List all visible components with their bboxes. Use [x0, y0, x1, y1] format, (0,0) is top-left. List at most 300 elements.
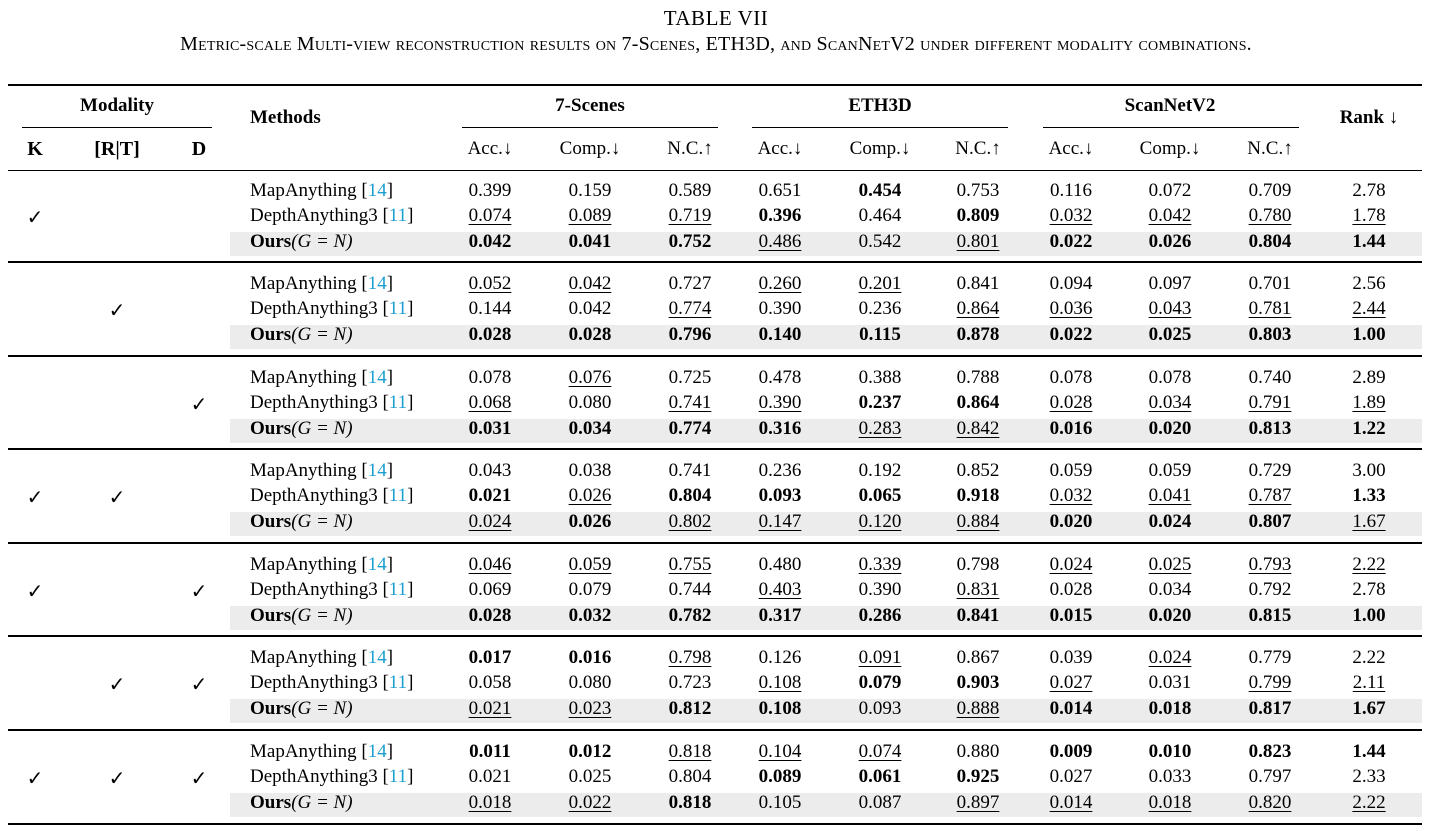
metric-cell: 0.820	[1248, 791, 1292, 813]
metric-cell: 0.068	[468, 392, 512, 414]
metric-cell: 0.390	[758, 392, 802, 414]
rank-cell: 1.67	[1352, 510, 1386, 532]
metric-cell: 0.009	[1049, 741, 1093, 762]
method-label: MapAnything	[250, 180, 357, 201]
rank-cell: 2.11	[1352, 672, 1386, 694]
citation-link[interactable]: 11	[388, 766, 408, 788]
modality-check-icon: ✓	[26, 766, 44, 791]
metric-cell: 0.028	[1049, 579, 1093, 601]
metric-cell: 0.798	[956, 554, 1000, 575]
metric-cell: 0.317	[758, 604, 802, 626]
metric-cell: 0.818	[668, 741, 712, 762]
citation-link[interactable]: 14	[367, 273, 387, 294]
metric-cell: 0.399	[468, 180, 512, 201]
header-metric: N.C.↑	[667, 138, 713, 159]
modality-check-icon: ✓	[26, 485, 44, 510]
metric-cell: 0.388	[858, 367, 902, 388]
metric-cell: 0.097	[1148, 273, 1192, 294]
metric-cell: 0.755	[668, 554, 712, 575]
method-label: MapAnything	[250, 741, 357, 762]
metric-cell: 0.903	[956, 672, 1000, 694]
metric-cell: 0.069	[468, 579, 512, 601]
metric-cell: 0.072	[1148, 180, 1192, 201]
method-label: MapAnything	[250, 460, 357, 481]
header-metric: N.C.↑	[1247, 138, 1293, 159]
method-name: MapAnything [14]	[250, 367, 394, 388]
rank-cell: 2.22	[1352, 554, 1386, 575]
rank-cell: 2.33	[1352, 766, 1386, 788]
modality-check-icon: ✓	[108, 485, 126, 510]
metric-cell: 0.201	[858, 273, 902, 294]
highlight-row-background	[230, 419, 1422, 443]
dataset-underline-eth3d	[752, 127, 1008, 128]
metric-cell: 0.237	[858, 392, 902, 414]
header-methods: Methods	[250, 107, 321, 128]
method-name	[250, 605, 353, 627]
citation-link[interactable]: 14	[367, 647, 387, 668]
metric-cell: 0.046	[468, 554, 512, 575]
metric-cell: 0.390	[858, 579, 902, 601]
metric-cell: 0.028	[468, 604, 512, 626]
metric-cell: 0.020	[1148, 417, 1192, 439]
metric-cell: 0.339	[858, 554, 902, 575]
rank-cell: 2.22	[1352, 647, 1386, 668]
rank-cell: 2.89	[1352, 367, 1386, 388]
metric-cell: 0.108	[758, 672, 802, 694]
metric-cell: 0.801	[956, 230, 1000, 252]
method-name: MapAnything [14]	[250, 741, 394, 762]
metric-cell: 0.651	[758, 180, 802, 201]
metric-cell: 0.478	[758, 367, 802, 388]
method-label: MapAnything	[250, 647, 357, 668]
rank-cell: 2.78	[1352, 180, 1386, 201]
metric-cell: 0.032	[1049, 485, 1093, 507]
group-rule	[8, 542, 1422, 544]
metric-cell: 0.403	[758, 579, 802, 601]
citation-link[interactable]: 11	[388, 298, 408, 320]
metric-cell: 0.744	[668, 579, 712, 601]
header-dataset-eth3d: ETH3D	[848, 95, 912, 116]
highlight-row-background	[230, 606, 1422, 630]
method-name: MapAnything [14]	[250, 554, 394, 575]
method-name: DepthAnything3 [11]	[250, 579, 414, 601]
metric-cell: 0.041	[568, 230, 612, 252]
method-name	[250, 792, 353, 814]
header-metric: Acc.↓	[757, 138, 803, 159]
metric-cell: 0.059	[1148, 460, 1192, 481]
metric-cell: 0.042	[1148, 205, 1192, 227]
metric-cell: 0.812	[668, 697, 712, 719]
metric-cell: 0.878	[956, 323, 1000, 345]
metric-cell: 0.022	[568, 791, 612, 813]
metric-cell: 0.078	[1049, 367, 1093, 388]
metric-cell: 0.864	[956, 392, 1000, 414]
method-label: DepthAnything3	[250, 672, 378, 694]
metric-cell: 0.093	[858, 697, 902, 719]
method-suffix: (G = N)	[291, 510, 353, 532]
method-suffix: (G = N)	[291, 230, 353, 252]
metric-cell: 0.815	[1248, 604, 1292, 626]
group-rule	[8, 261, 1422, 263]
metric-cell: 0.486	[758, 230, 802, 252]
method-label: DepthAnything3	[250, 766, 378, 788]
metric-cell: 0.052	[468, 273, 512, 294]
rank-cell: 2.78	[1352, 579, 1386, 601]
highlight-row-background	[230, 699, 1422, 723]
metric-cell: 0.076	[568, 367, 612, 388]
metric-cell: 0.888	[956, 697, 1000, 719]
metric-cell: 0.283	[858, 417, 902, 439]
rank-cell: 2.44	[1352, 298, 1386, 320]
modality-check-icon: ✓	[190, 766, 208, 791]
rank-cell: 1.00	[1352, 323, 1386, 345]
method-label: MapAnything	[250, 367, 357, 388]
metric-cell: 0.080	[568, 392, 612, 414]
metric-cell: 0.390	[758, 298, 802, 320]
metric-cell: 0.126	[758, 647, 802, 668]
header-modality: Modality	[80, 95, 154, 116]
metric-cell: 0.078	[1148, 367, 1192, 388]
metric-cell: 0.841	[956, 604, 1000, 626]
metric-cell: 0.774	[668, 298, 712, 320]
metric-cell: 0.798	[668, 647, 712, 668]
metric-cell: 0.159	[568, 180, 612, 201]
metric-cell: 0.042	[468, 230, 512, 252]
metric-cell: 0.897	[956, 791, 1000, 813]
modality-check-icon: ✓	[190, 579, 208, 604]
modality-underline	[22, 127, 212, 128]
method-name: DepthAnything3 [11]	[250, 205, 414, 227]
metric-cell: 0.120	[858, 510, 902, 532]
citation-link[interactable]: 14	[367, 460, 387, 481]
metric-cell: 0.818	[668, 791, 712, 813]
citation-link[interactable]: 11	[388, 579, 408, 601]
group-rule	[8, 729, 1422, 731]
rank-cell: 3.00	[1352, 460, 1386, 481]
metric-cell: 0.027	[1049, 766, 1093, 788]
metric-cell: 0.014	[1049, 697, 1093, 719]
method-name: MapAnything [14]	[250, 647, 394, 668]
metric-cell: 0.079	[568, 579, 612, 601]
metric-cell: 0.034	[1148, 579, 1192, 601]
method-suffix: (G = N)	[291, 791, 353, 813]
header-metric: Comp.↓	[1139, 138, 1201, 159]
metric-cell: 0.065	[858, 485, 902, 507]
metric-cell: 0.701	[1248, 273, 1292, 294]
metric-cell: 0.793	[1248, 554, 1292, 575]
metric-cell: 0.022	[1049, 230, 1093, 252]
group-rule	[8, 355, 1422, 357]
metric-cell: 0.018	[1148, 697, 1192, 719]
metric-cell: 0.034	[1148, 392, 1192, 414]
dataset-underline-7scenes	[462, 127, 718, 128]
citation-link[interactable]: 14	[367, 741, 387, 762]
metric-cell: 0.779	[1248, 647, 1292, 668]
metric-cell: 0.025	[1148, 554, 1192, 575]
metric-cell: 0.010	[1148, 741, 1192, 762]
metric-cell: 0.018	[468, 791, 512, 813]
metric-cell: 0.741	[668, 392, 712, 414]
method-label: Ours	[250, 697, 292, 719]
method-name: DepthAnything3 [11]	[250, 672, 414, 694]
highlight-row-background	[230, 232, 1422, 256]
metric-cell: 0.147	[758, 510, 802, 532]
method-name	[250, 324, 353, 346]
rank-cell: 1.44	[1352, 741, 1386, 762]
metric-cell: 0.741	[668, 460, 712, 481]
metric-cell: 0.028	[1049, 392, 1093, 414]
metric-cell: 0.033	[1148, 766, 1192, 788]
header-metric: Comp.↓	[559, 138, 621, 159]
metric-cell: 0.260	[758, 273, 802, 294]
citation-link[interactable]: 11	[388, 672, 408, 694]
metric-cell: 0.867	[956, 647, 1000, 668]
metric-cell: 0.236	[758, 460, 802, 481]
header-metric: Comp.↓	[849, 138, 911, 159]
metric-cell: 0.925	[956, 766, 1000, 788]
metric-cell: 0.024	[468, 510, 512, 532]
metric-cell: 0.817	[1248, 697, 1292, 719]
metric-cell: 0.017	[468, 647, 512, 668]
header-rank: Rank ↓	[1339, 107, 1399, 128]
metric-cell: 0.729	[1248, 460, 1292, 481]
metric-cell: 0.782	[668, 604, 712, 626]
rank-cell: 1.00	[1352, 604, 1386, 626]
metric-cell: 0.014	[1049, 791, 1093, 813]
method-label: DepthAnything3	[250, 205, 378, 227]
citation-link[interactable]: 14	[367, 180, 387, 201]
method-name	[250, 511, 353, 533]
metric-cell: 0.753	[956, 180, 1000, 201]
metric-cell: 0.028	[468, 323, 512, 345]
metric-cell: 0.803	[1248, 323, 1292, 345]
method-name: DepthAnything3 [11]	[250, 766, 414, 788]
metric-cell: 0.028	[568, 323, 612, 345]
metric-cell: 0.802	[668, 510, 712, 532]
header-metric: Acc.↓	[1048, 138, 1094, 159]
method-name	[250, 698, 353, 720]
metric-cell: 0.316	[758, 417, 802, 439]
citation-link[interactable]: 11	[388, 205, 408, 227]
metric-cell: 0.032	[1049, 205, 1093, 227]
metric-cell: 0.105	[758, 791, 802, 813]
metric-cell: 0.709	[1248, 180, 1292, 201]
citation-link[interactable]: 14	[367, 367, 387, 388]
modality-check-icon: ✓	[26, 205, 44, 230]
modality-check-icon: ✓	[190, 672, 208, 697]
metric-cell: 0.807	[1248, 510, 1292, 532]
metric-cell: 0.042	[568, 273, 612, 294]
metric-cell: 0.041	[1148, 485, 1192, 507]
metric-cell: 0.454	[858, 180, 902, 201]
metric-cell: 0.059	[568, 554, 612, 575]
highlight-row-background	[230, 793, 1422, 817]
metric-cell: 0.809	[956, 205, 1000, 227]
rank-cell: 2.56	[1352, 273, 1386, 294]
metric-cell: 0.542	[858, 230, 902, 252]
metric-cell: 0.236	[858, 298, 902, 320]
metric-cell: 0.192	[858, 460, 902, 481]
method-name	[250, 418, 353, 440]
metric-cell: 0.080	[568, 672, 612, 694]
rank-cell: 1.44	[1352, 230, 1386, 252]
metric-cell: 0.018	[1148, 791, 1192, 813]
table-label: TABLE VII	[663, 6, 769, 30]
metric-cell: 0.792	[1248, 579, 1292, 601]
metric-cell: 0.074	[468, 205, 512, 227]
metric-cell: 0.864	[956, 298, 1000, 320]
rank-cell: 1.89	[1352, 392, 1386, 414]
metric-cell: 0.026	[568, 485, 612, 507]
metric-cell: 0.884	[956, 510, 1000, 532]
metric-cell: 0.140	[758, 323, 802, 345]
method-label: DepthAnything3	[250, 392, 378, 414]
metric-cell: 0.727	[668, 273, 712, 294]
metric-cell: 0.016	[568, 647, 612, 668]
metric-cell: 0.061	[858, 766, 902, 788]
metric-cell: 0.823	[1248, 741, 1292, 762]
metric-cell: 0.027	[1049, 672, 1093, 694]
metric-cell: 0.011	[469, 741, 511, 762]
metric-cell: 0.043	[468, 460, 512, 481]
metric-cell: 0.021	[468, 485, 512, 507]
metric-cell: 0.031	[468, 417, 512, 439]
metric-cell: 0.042	[568, 298, 612, 320]
citation-link[interactable]: 11	[388, 392, 408, 414]
rank-cell: 1.78	[1352, 205, 1386, 227]
metric-cell: 0.032	[568, 604, 612, 626]
metric-cell: 0.093	[758, 485, 802, 507]
metric-cell: 0.021	[468, 766, 512, 788]
metric-cell: 0.108	[758, 697, 802, 719]
method-name: MapAnything [14]	[250, 273, 394, 294]
metric-cell: 0.752	[668, 230, 712, 252]
metric-cell: 0.841	[956, 273, 1000, 294]
method-name: DepthAnything3 [11]	[250, 485, 414, 507]
metric-cell: 0.089	[568, 205, 612, 227]
metric-cell: 0.036	[1049, 298, 1093, 320]
header-rule	[8, 170, 1422, 171]
metric-cell: 0.031	[1148, 672, 1192, 694]
method-label: MapAnything	[250, 554, 357, 575]
group-rule	[8, 635, 1422, 637]
method-suffix: (G = N)	[291, 604, 353, 626]
metric-cell: 0.025	[1148, 323, 1192, 345]
metric-cell: 0.804	[1248, 230, 1292, 252]
metric-cell: 0.723	[668, 672, 712, 694]
highlight-row-background	[230, 512, 1422, 536]
metric-cell: 0.043	[1148, 298, 1192, 320]
method-name: DepthAnything3 [11]	[250, 392, 414, 414]
method-label: MapAnything	[250, 273, 357, 294]
metric-cell: 0.918	[956, 485, 1000, 507]
method-suffix: (G = N)	[291, 697, 353, 719]
metric-cell: 0.831	[956, 579, 1000, 601]
metric-cell: 0.589	[668, 180, 712, 201]
group-rule	[8, 448, 1422, 450]
metric-cell: 0.024	[1148, 510, 1192, 532]
method-label: Ours	[250, 323, 292, 345]
metric-cell: 0.024	[1049, 554, 1093, 575]
rank-cell: 1.33	[1352, 485, 1386, 507]
metric-cell: 0.074	[858, 741, 902, 762]
metric-cell: 0.021	[468, 697, 512, 719]
modality-check-icon: ✓	[108, 766, 126, 791]
table-caption: Metric-scale Multi-view reconstruction results on 7-Scenes, ETH3D, and ScanNetV2 under different modality combinations.	[180, 33, 1252, 55]
method-label: Ours	[250, 230, 292, 252]
highlight-row-background	[230, 325, 1422, 349]
metric-cell: 0.025	[568, 766, 612, 788]
method-label: Ours	[250, 417, 292, 439]
modality-check-icon: ✓	[190, 392, 208, 417]
method-name: MapAnything [14]	[250, 180, 394, 201]
citation-link[interactable]: 14	[367, 554, 387, 575]
metric-cell: 0.078	[468, 367, 512, 388]
metric-cell: 0.023	[568, 697, 612, 719]
method-label: Ours	[250, 510, 292, 532]
metric-cell: 0.852	[956, 460, 1000, 481]
header-modality-k: K	[27, 138, 43, 160]
metric-cell: 0.091	[858, 647, 902, 668]
metric-cell: 0.059	[1049, 460, 1093, 481]
metric-cell: 0.024	[1148, 647, 1192, 668]
rank-cell: 1.22	[1352, 417, 1386, 439]
top-rule	[8, 84, 1422, 86]
metric-cell: 0.791	[1248, 392, 1292, 414]
method-label: DepthAnything3	[250, 579, 378, 601]
metric-cell: 0.396	[758, 205, 802, 227]
metric-cell: 0.796	[668, 323, 712, 345]
metric-cell: 0.020	[1049, 510, 1093, 532]
group-rule	[8, 823, 1422, 825]
citation-link[interactable]: 11	[388, 485, 408, 507]
metric-cell: 0.038	[568, 460, 612, 481]
metric-cell: 0.020	[1148, 604, 1192, 626]
metric-cell: 0.799	[1248, 672, 1292, 694]
metric-cell: 0.034	[568, 417, 612, 439]
metric-cell: 0.804	[668, 766, 712, 788]
metric-cell: 0.026	[1148, 230, 1192, 252]
metric-cell: 0.115	[859, 323, 901, 345]
metric-cell: 0.781	[1248, 298, 1292, 320]
metric-cell: 0.725	[668, 367, 712, 388]
header-modality-rt: [R|T]	[94, 138, 140, 160]
metric-cell: 0.039	[1049, 647, 1093, 668]
metric-cell: 0.788	[956, 367, 1000, 388]
header-metric: N.C.↑	[955, 138, 1001, 159]
metric-cell: 0.015	[1049, 604, 1093, 626]
modality-check-icon: ✓	[26, 579, 44, 604]
metric-cell: 0.797	[1248, 766, 1292, 788]
metric-cell: 0.094	[1049, 273, 1093, 294]
header-metric: Acc.↓	[467, 138, 513, 159]
metric-cell: 0.087	[858, 791, 902, 813]
header-dataset-7scenes: 7-Scenes	[555, 95, 625, 116]
method-name: DepthAnything3 [11]	[250, 298, 414, 320]
method-label: Ours	[250, 791, 292, 813]
metric-cell: 0.012	[568, 741, 612, 762]
metric-cell: 0.022	[1049, 323, 1093, 345]
method-name: MapAnything [14]	[250, 460, 394, 481]
metric-cell: 0.780	[1248, 205, 1292, 227]
metric-cell: 0.880	[956, 741, 1000, 762]
method-label: DepthAnything3	[250, 298, 378, 320]
metric-cell: 0.016	[1049, 417, 1093, 439]
header-dataset-scannet: ScanNetV2	[1124, 95, 1216, 116]
header-modality-d: D	[191, 138, 207, 160]
metric-cell: 0.813	[1248, 417, 1292, 439]
metric-cell: 0.787	[1248, 485, 1292, 507]
